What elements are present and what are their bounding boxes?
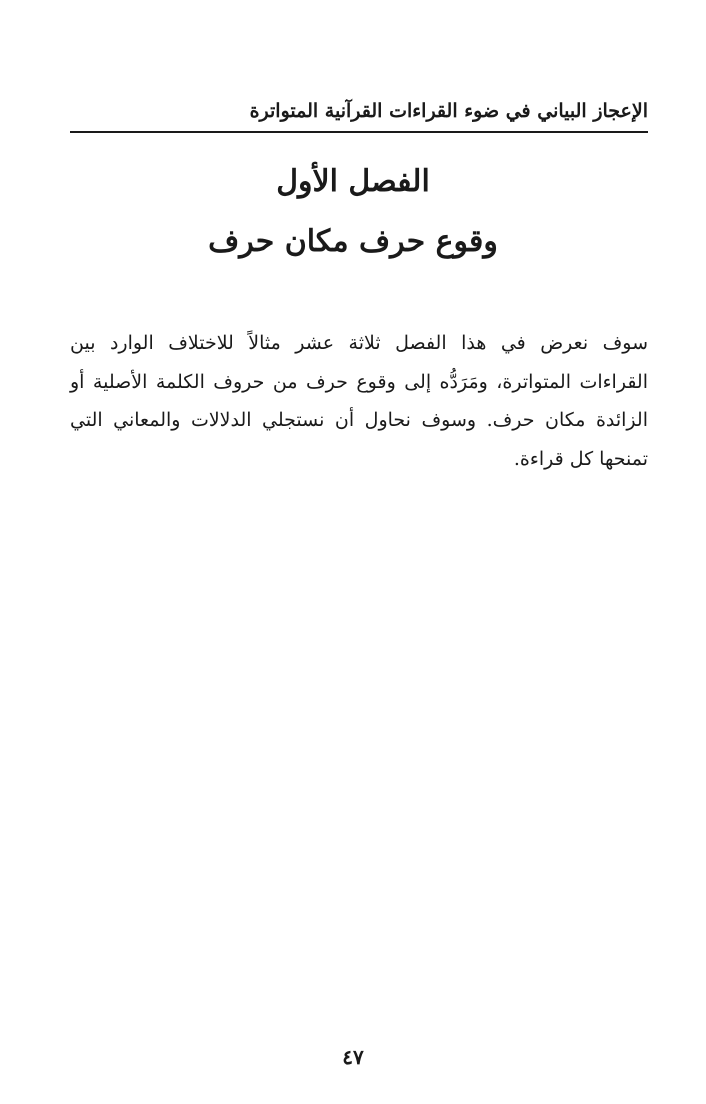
chapter-subtitle: وقوع حرف مكان حرف <box>208 224 498 259</box>
page-number: ٤٧ <box>342 1045 364 1069</box>
running-header: الإعجاز البياني في ضوء القراءات القرآنية المتواترة <box>249 100 648 122</box>
body-paragraph <box>70 324 648 478</box>
body-line: القراءات المتواترة، ومَرَدُّه إلى وقوع حرف من حروف الكلمة الأصلية أو <box>70 370 648 393</box>
header-divider <box>70 131 648 133</box>
body-line: الزائدة مكان حرف. وسوف نحاول أن نستجلي الدلالات والمعاني التي <box>70 409 648 431</box>
body-line: تمنحها كل قراءة. <box>513 447 648 470</box>
chapter-title: الفصل الأول <box>276 164 430 199</box>
body-line: سوف نعرض في هذا الفصل ثلاثة عشر مثالاً للاختلاف الوارد بين <box>70 332 648 354</box>
